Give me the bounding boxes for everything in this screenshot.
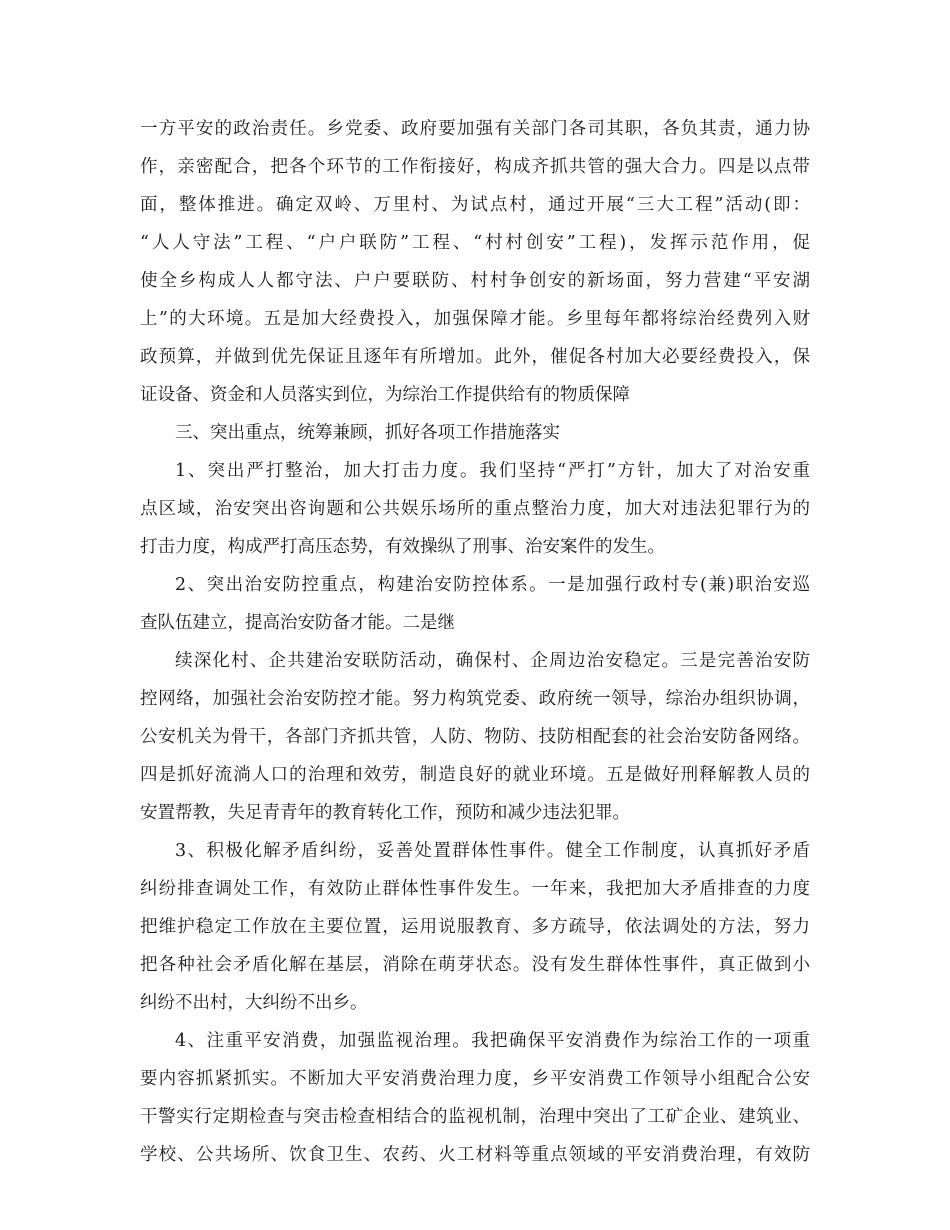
text-line: 面，整体推进。确定双岭、万里村、为试点村，通过开展“三大工程”活动(即： <box>140 195 810 215</box>
text-line: 把各种社会矛盾化解在基层，消除在萌芽状态。没有发生群体性事件，真正做到小 <box>140 955 810 975</box>
text-line: 4、注重平安消费，加强监视治理。我把确保平安消费作为综治工作的一项重 <box>175 1031 810 1051</box>
text-line: 纠纷排查调处工作，有效防止群体性事件发生。一年来，我把加大矛盾排查的力度 <box>140 879 810 899</box>
text-line: 作，亲密配合，把各个环节的工作衔接好，构成齐抓共管的强大合力。四是以点带 <box>140 157 810 177</box>
document-body <box>140 110 810 1174</box>
text-line: 点区域，治安突出咨询题和公共娱乐场所的重点整治力度，加大对违法犯罪行为的 <box>140 499 810 519</box>
text-line: 上”的大环境。五是加大经费投入，加强保障才能。乡里每年都将综治经费列入财 <box>140 309 810 329</box>
text-line: 打击力度，构成严打高压态势，有效操纵了刑事、治安案件的发生。 <box>140 537 665 557</box>
text-line: 1、突出严打整治，加大打击力度。我们坚持“严打”方针，加大了对治安重 <box>175 461 810 481</box>
text-line: 3、积极化解矛盾纠纷，妥善处置群体性事件。健全工作制度，认真抓好矛盾 <box>175 841 810 861</box>
text-line: 一方平安的政治责任。乡党委、政府要加强有关部门各司其职，各负其责，通力协 <box>140 119 810 139</box>
text-line: 安置帮教，失足青青年的教育转化工作，预防和减少违法犯罪。 <box>140 803 630 823</box>
text-line: 四是抓好流淌人口的治理和效劳，制造良好的就业环境。五是做好刑释解教人员的 <box>140 765 810 785</box>
text-line: 2、突出治安防控重点，构建治安防控体系。一是加强行政村专(兼)职治安巡 <box>175 575 810 595</box>
text-line: 公安机关为骨干，各部门齐抓共管，人防、物防、技防相配套的社会治安防备网络。 <box>140 727 810 747</box>
text-line: 证设备、资金和人员落实到位，为综治工作提供给有的物质保障 <box>140 385 630 405</box>
text-line: “人人守法”工程、“户户联防”工程、“村村创安”工程)，发挥示范作用，促 <box>140 233 810 253</box>
text-line: 续深化村、企共建治安联防活动，确保村、企周边治安稳定。三是完善治安防 <box>175 651 810 671</box>
text-line: 把维护稳定工作放在主要位置，运用说服教育、多方疏导，依法调处的方法，努力 <box>140 917 810 937</box>
text-line: 政预算，并做到优先保证且逐年有所增加。此外，催促各村加大必要经费投入，保 <box>140 347 810 367</box>
text-line: 要内容抓紧抓实。不断加大平安消费治理力度，乡平安消费工作领导小组配合公安 <box>140 1069 810 1089</box>
text-line: 使全乡构成人人都守法、户户要联防、村村争创安的新场面，努力营建“平安湖 <box>140 271 810 291</box>
text-line: 查队伍建立，提高治安防备才能。二是继 <box>140 613 455 633</box>
text-line: 干警实行定期检查与突击检查相结合的监视机制，治理中突出了工矿企业、建筑业、 <box>140 1107 810 1127</box>
section-heading: 三、突出重点，统筹兼顾，抓好各项工作措施落实 <box>175 423 560 443</box>
text-line: 控网络，加强社会治安防控才能。努力构筑党委、政府统一领导，综治办组织协调， <box>140 689 810 709</box>
text-line: 学校、公共场所、饮食卫生、农药、火工材料等重点领域的平安消费治理，有效防 <box>140 1145 810 1165</box>
text-line: 纠纷不出村，大纠纷不出乡。 <box>140 993 368 1013</box>
